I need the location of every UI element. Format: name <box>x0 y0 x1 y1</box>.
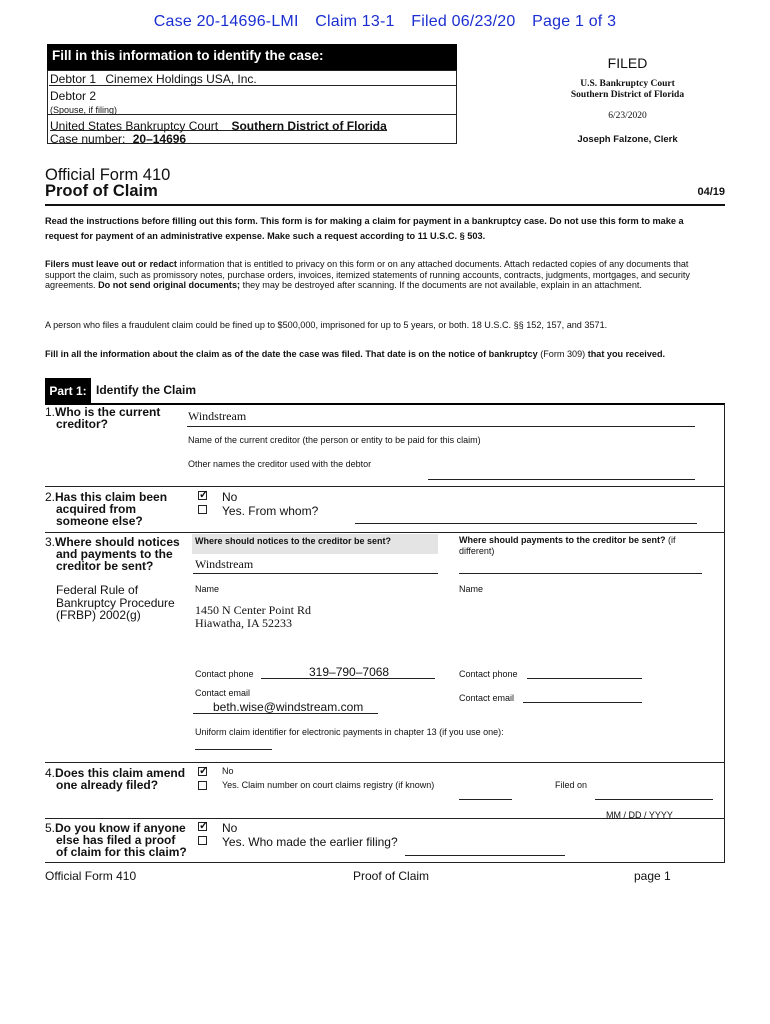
q4-label-line1: Does this claim amend <box>55 766 186 780</box>
fill-bold: Fill in all the information about the claim as of the date the case was filed. That date is on the notice of bankruptcy <box>45 349 538 359</box>
payment-phone-input[interactable] <box>527 678 642 679</box>
payments-header-rest: (if different) <box>459 535 676 556</box>
case-number-label: Case number: <box>50 132 126 146</box>
q5-no-checkbox[interactable] <box>198 822 207 831</box>
q2-yes-label: Yes. From whom? <box>222 504 319 518</box>
filed-clerk: Joseph Falzone, Clerk <box>577 134 678 145</box>
redact-text: information that is entitled to privacy on this form or on any attached documents. Attach redacted copies of any documents that support the claim, such as promissory notes, purchase orders, invoices, itemized statements of running accounts, contracts, judgments, mortgages, and security agreements. <box>45 259 690 290</box>
part1-header <box>45 378 725 404</box>
payment-phone-label: Contact phone <box>459 669 518 679</box>
contact-phone-label: Contact phone <box>195 669 254 679</box>
address-line2: Hiawatha, IA 52233 <box>195 616 292 630</box>
q3-label-line3: creditor be sent? <box>56 559 154 573</box>
footer-title: Proof of Claim <box>353 869 430 883</box>
q2-label-line3: someone else? <box>56 514 143 528</box>
q5-no-label: No <box>222 821 238 835</box>
q3-num: 3. <box>45 535 56 549</box>
q3-label-line1: Where should notices <box>55 535 180 549</box>
q5-label-line2: else has filed a proof <box>56 833 176 847</box>
filed-title: FILED <box>607 55 648 71</box>
q5-label <box>45 822 187 858</box>
fill-form-ref: (Form 309) <box>537 349 588 359</box>
contact-email-value[interactable]: beth.wise@windstream.com <box>213 700 364 714</box>
debtor2-label: Debtor 2 <box>50 89 97 103</box>
redact-text-end: they may be destroyed after scanning. If the documents are not available, explain in an attachment. <box>240 280 642 290</box>
q2-label-line2: acquired from <box>56 502 137 516</box>
uci-label: Uniform claim identifier for electronic payments in chapter 13 (if you use one): <box>195 727 504 737</box>
q4-date-format: MM / DD / YYYY <box>606 810 673 820</box>
q5-num: 5. <box>45 821 56 835</box>
q4-claim-number-input[interactable] <box>459 799 512 800</box>
q4-yes-checkbox[interactable] <box>198 781 207 790</box>
payment-email-label: Contact email <box>459 693 515 703</box>
q4-no-label: No <box>222 766 234 776</box>
q5-yes-label: Yes. Who made the earlier filing? <box>222 835 398 849</box>
payments-header-bold: Where should payments to the creditor be sent? <box>459 535 666 545</box>
spouse-label: (Spouse, if filing) <box>50 105 118 115</box>
instructions-fill <box>45 349 735 359</box>
q2-label-line1: Has this claim been <box>55 490 168 504</box>
payment-name-label: Name <box>459 584 484 594</box>
contact-email-label: Contact email <box>195 688 251 698</box>
q4-filed-on-label: Filed on <box>555 780 588 790</box>
case-box-title: Fill in this information to identify the case: <box>47 44 457 70</box>
other-names-label: Other names the creditor used with the debtor <box>188 459 372 469</box>
debtor1-value: Cinemex Holdings USA, Inc. <box>105 72 257 86</box>
q4-num: 4. <box>45 766 56 780</box>
notice-name-value[interactable]: Windstream <box>195 557 254 571</box>
q2-num: 2. <box>45 490 56 504</box>
claim-id: Claim 13-1 <box>315 13 395 30</box>
case-number-value: 20–14696 <box>132 132 187 146</box>
notice-address[interactable] <box>195 604 311 630</box>
uci-input[interactable] <box>195 749 272 750</box>
court-district-value: Southern District of Florida <box>231 119 387 133</box>
creditor-name-caption: Name of the current creditor (the person or entity to be paid for this claim) <box>188 435 481 445</box>
q3-label-line2: and payments to the <box>56 547 173 561</box>
q4-label <box>45 767 185 791</box>
court-filing-header <box>0 13 770 31</box>
payment-name-input[interactable] <box>459 573 702 574</box>
frbp-note <box>56 584 175 622</box>
creditor-name-value[interactable]: Windstream <box>188 409 247 423</box>
debtor1-label: Debtor 1 <box>50 72 97 86</box>
q1-label-line2: creditor? <box>56 417 109 431</box>
official-form-label: Official Form 410 <box>45 166 171 184</box>
contact-phone-value[interactable]: 319–790–7068 <box>309 665 390 679</box>
address-line1: 1450 N Center Point Rd <box>195 603 311 617</box>
frbp-line1: Federal Rule of <box>56 583 139 597</box>
instructions-redact <box>45 259 710 291</box>
footer-page: page 1 <box>634 869 671 883</box>
no-originals-bold: Do not send original documents; <box>98 280 241 290</box>
frbp-line2: Bankruptcy Procedure <box>56 595 175 610</box>
q4-yes-label: Yes. Claim number on court claims registry (if known) <box>222 780 435 790</box>
q5-earlier-filing-input[interactable] <box>405 855 565 856</box>
q5-label-line3: of claim for this claim? <box>56 845 187 859</box>
notices-header: Where should notices to the creditor be sent? <box>192 534 438 554</box>
q1-label <box>45 406 160 430</box>
q4-label-line2: one already filed? <box>56 778 159 792</box>
part1-tag: Part 1: <box>45 378 91 404</box>
frbp-line3: (FRBP) 2002(g) <box>56 608 141 622</box>
q2-from-whom-input[interactable] <box>355 523 697 524</box>
other-names-input[interactable] <box>428 479 695 480</box>
q5-label-line1: Do you know if anyone <box>55 821 186 835</box>
instructions-fraud: A person who files a fraudulent claim could be fined up to $500,000, imprisoned for up to 5 years, or both. 18 U.S.C. §§ 152, 157, and 3571. <box>45 320 608 330</box>
q2-label <box>45 491 167 527</box>
case-info-box <box>47 44 457 144</box>
form-version: 04/19 <box>697 186 725 198</box>
form-title: Proof of Claim <box>45 182 158 200</box>
footer-form-name: Official Form 410 <box>45 869 137 883</box>
payments-header <box>459 535 709 556</box>
filed-court-line1: U.S. Bankruptcy Court <box>580 79 675 89</box>
filed-court-line2: Southern District of Florida <box>570 90 685 100</box>
q1-num: 1. <box>45 405 56 419</box>
q4-no-checkbox[interactable] <box>198 767 207 776</box>
q1-label-line1: Who is the current <box>55 405 161 419</box>
q5-yes-checkbox[interactable] <box>198 836 207 845</box>
filed-stamp-date: 6/23/2020 <box>608 111 647 121</box>
notice-name-label: Name <box>195 584 220 594</box>
q3-label <box>45 536 180 572</box>
filed-date: Filed 06/23/20 <box>411 13 516 30</box>
q2-no-checkbox[interactable] <box>198 491 207 500</box>
q2-yes-checkbox[interactable] <box>198 505 207 514</box>
payment-email-input[interactable] <box>523 702 642 703</box>
case-id: Case 20-14696-LMI <box>153 13 299 30</box>
instructions-general: Read the instructions before filling out this form. This form is for making a claim for payment in a bankruptcy case. Do not use this form to make a request for payment of an administrative expense. Make such a request according to 11 U.S.C. § 503. <box>45 216 684 241</box>
part1-title: Identify the Claim <box>96 383 197 397</box>
redact-bold: Filers must leave out or redact <box>45 259 177 269</box>
court-label: United States Bankruptcy Court <box>50 119 219 133</box>
q4-filed-on-input[interactable] <box>595 799 713 800</box>
filed-stamp <box>540 55 715 145</box>
fill-bold-end: that you received. <box>587 349 666 359</box>
page-count: Page 1 of 3 <box>532 13 617 30</box>
q2-no-label: No <box>222 490 238 504</box>
